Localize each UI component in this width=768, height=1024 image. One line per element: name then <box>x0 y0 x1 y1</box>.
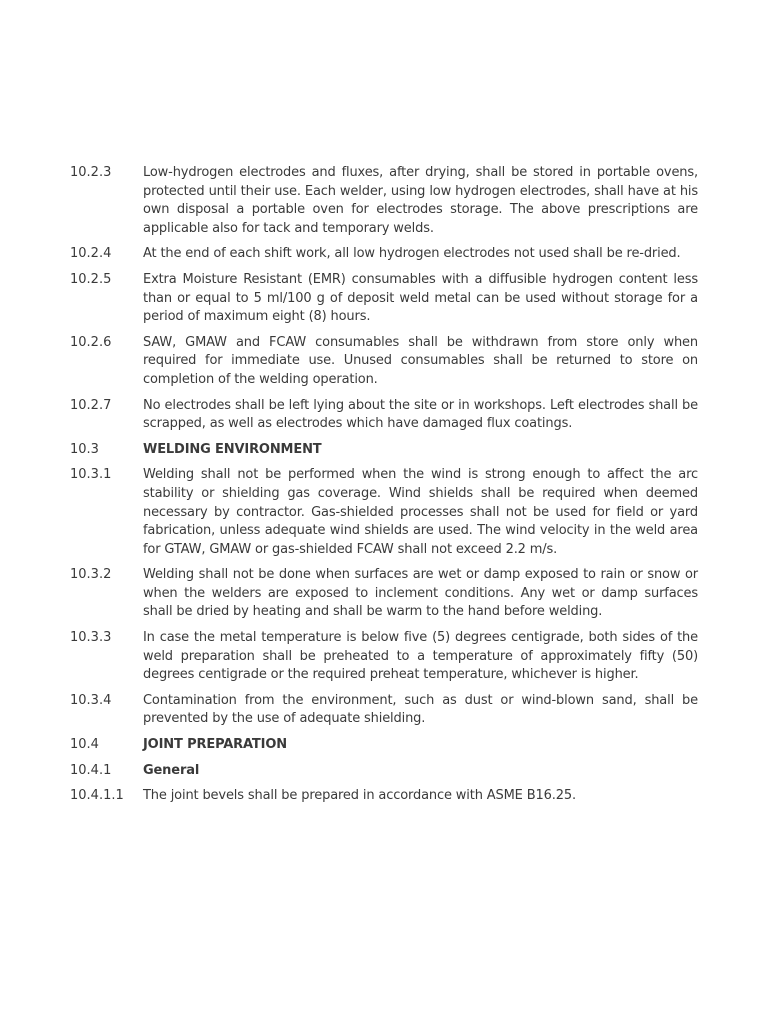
clause-text: Contamination from the environment, such as dust or wind-blown sand, shall be prevented by the use of adequate shielding. <box>143 692 698 727</box>
clause-number: 10.3.2 <box>70 567 112 583</box>
clause-number: 10.2.5 <box>70 271 112 287</box>
section-10-4-heading <box>70 736 698 755</box>
clause-10-2-4 <box>70 245 698 264</box>
clause-10-2-5 <box>70 271 698 327</box>
clause-number: 10.2.7 <box>70 397 112 413</box>
clause-text: SAW, GMAW and FCAW consumables shall be withdrawn from store only when required for immediate use. Unused consumables shall be returned to store on completion of the welding operation. <box>143 334 698 387</box>
clause-text: Welding shall not be done when surfaces are wet or damp exposed to rain or snow or when the welders are exposed to inclement conditions. Any wet or damp surfaces shall be dried by heating and shall be warm to the hand before welding. <box>143 567 698 620</box>
section-10-3-heading <box>70 441 698 460</box>
clause-text: In case the metal temperature is below five (5) degrees centigrade, both sides of the weld preparation shall be preheated to a temperature of approximately fifty (50) degrees centigrade or the required preheat temperature, whichever is higher. <box>143 630 698 683</box>
clause-10-2-7 <box>70 397 698 434</box>
clause-text: The joint bevels shall be prepared in accordance with ASME B16.25. <box>143 788 576 804</box>
clause-text: At the end of each shift work, all low hydrogen electrodes not used shall be re-dried. <box>143 246 681 262</box>
clause-10-4-1-1 <box>70 787 698 806</box>
clause-number: 10.4.1.1 <box>70 788 124 804</box>
section-title: WELDING ENVIRONMENT <box>143 441 322 457</box>
clause-number: 10.3.1 <box>70 467 112 483</box>
clause-number: 10.3.3 <box>70 630 112 646</box>
subsection-title: General <box>143 762 200 778</box>
clause-text: Extra Moisture Resistant (EMR) consumables with a diffusible hydrogen content less than or equal to 5 ml/100 g of deposit weld metal can be used without storage for a period of maximum eight (8) hours. <box>143 271 698 325</box>
clause-number: 10.2.4 <box>70 246 112 262</box>
clause-10-3-4 <box>70 692 698 729</box>
clause-10-2-3 <box>70 164 698 238</box>
clause-10-2-6 <box>70 334 698 390</box>
section-title: JOINT PREPARATION <box>143 737 287 753</box>
section-number: 10.4 <box>70 737 99 753</box>
section-number: 10.3 <box>70 441 99 457</box>
clause-10-3-3 <box>70 629 698 685</box>
clause-10-3-1 <box>70 466 698 559</box>
document-body <box>70 164 698 806</box>
clause-number: 10.2.6 <box>70 334 112 350</box>
subsection-10-4-1-heading <box>70 762 698 781</box>
clause-text: Low-hydrogen electrodes and fluxes, after drying, shall be stored in portable ovens, protected until their use. Each welder, using low hydrogen electrodes, shall have at his own disposal a portable oven for electrodes storage. The above prescriptions are applicable also for tack and temporary welds. <box>143 165 698 236</box>
clause-text: Welding shall not be performed when the wind is strong enough to affect the arc stability or shielding gas coverage. Wind shields shall be required when deemed necessary by contractor. Gas-shielded processes shall not be used for field or yard fabrication, unless adequate wind shields are used. The wind velocity in the weld area for GTAW, GMAW or gas-shielded FCAW shall not exceed 2.2 m/s. <box>143 467 698 557</box>
section-number: 10.4.1 <box>70 762 112 778</box>
clause-number: 10.3.4 <box>70 692 112 708</box>
clause-10-3-2 <box>70 566 698 622</box>
clause-text: No electrodes shall be left lying about the site or in workshops. Left electrodes shall be scrapped, as well as electrodes which have damaged flux coatings. <box>143 397 698 432</box>
clause-number: 10.2.3 <box>70 165 112 180</box>
